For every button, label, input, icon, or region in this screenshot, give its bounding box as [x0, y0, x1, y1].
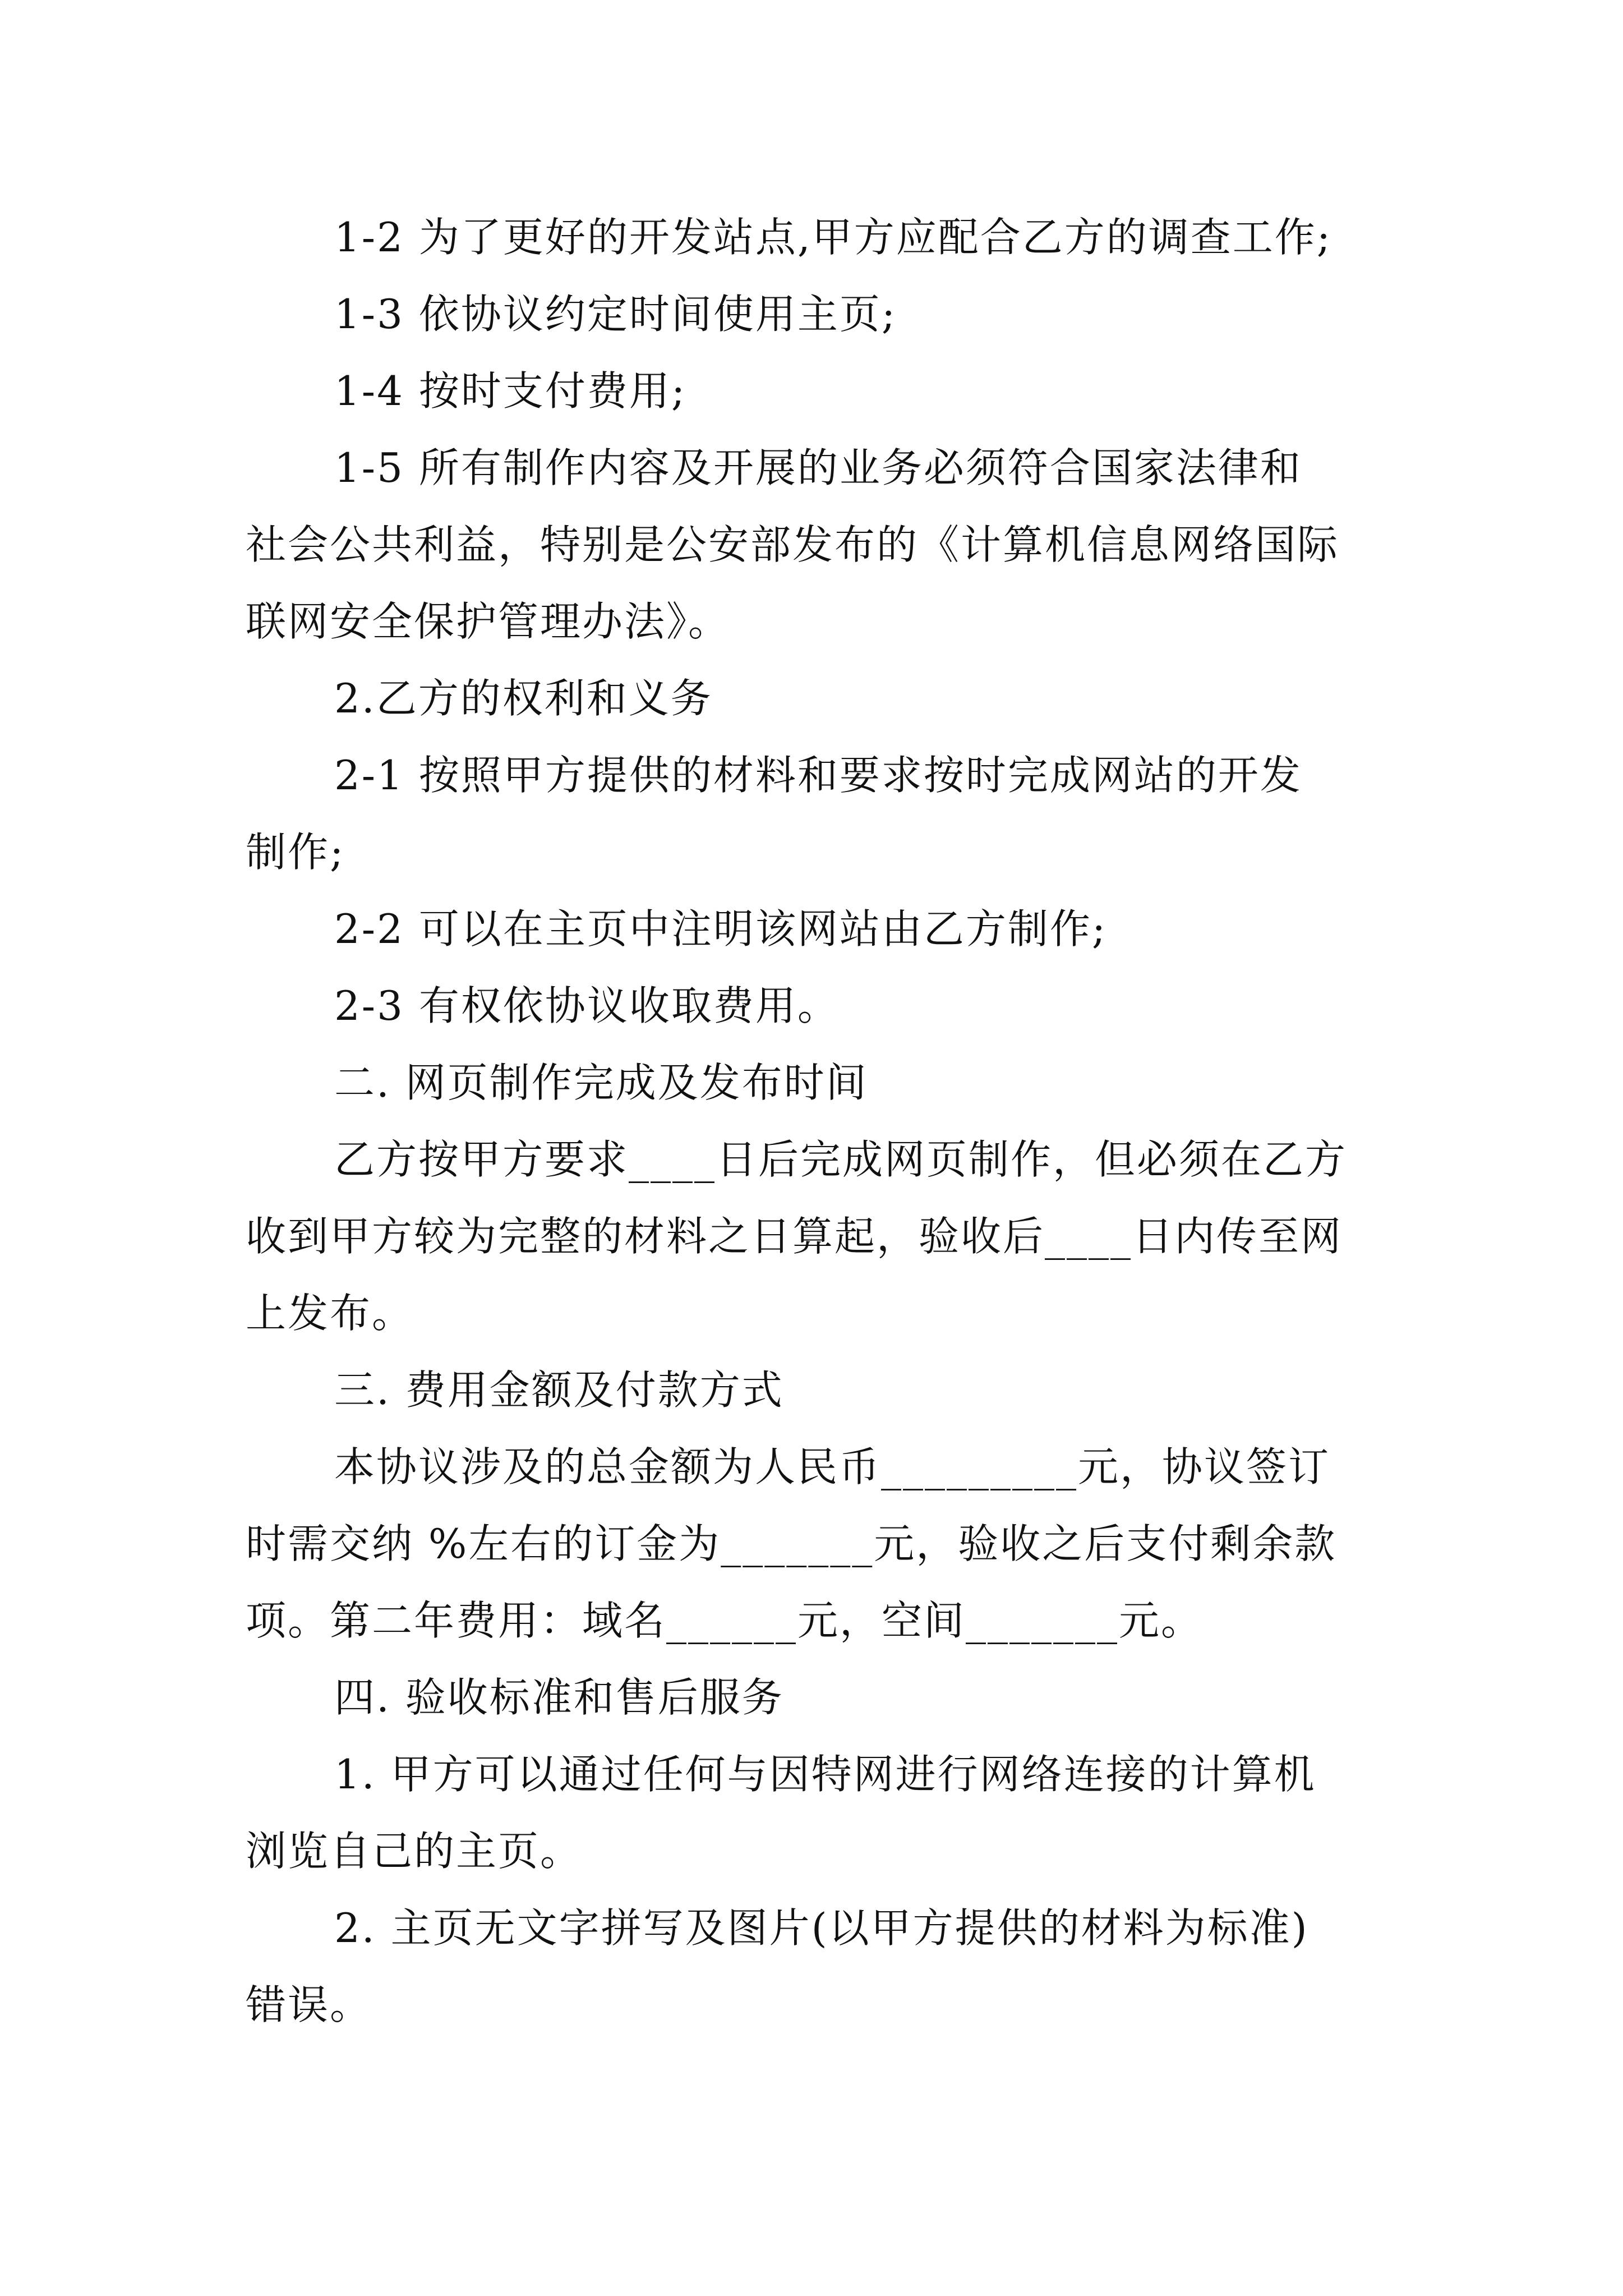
text-line: 1-5 所有制作内容及开展的业务必须符合国家法律和 [334, 444, 1302, 491]
text-line: 2. 主页无文字拼写及图片(以甲方提供的材料为标准) [334, 1904, 1309, 1952]
clause-1-5 [246, 430, 1384, 660]
paragraph-completion-time [246, 1121, 1384, 1352]
text-line: 1. 甲方可以通过任何与因特网进行网络连接的计算机 [334, 1751, 1316, 1798]
clause-2-1 [246, 737, 1384, 891]
text-line: 社会公共利益，特别是公安部发布的《计算机信息网络国际 [246, 521, 1340, 568]
text-line: 时需交纳 %左右的订金为_______元，验收之后支付剩余款 [246, 1520, 1337, 1567]
text-line: 三. 费用金额及付款方式 [334, 1366, 784, 1414]
clause-1-3 [334, 276, 1473, 353]
text-line: 制作; [246, 829, 345, 876]
text-line: 收到甲方较为完整的材料之日算起，验收后____日内传至网 [246, 1213, 1343, 1260]
item-acceptance-1 [246, 1736, 1384, 1890]
text-line: 四. 验收标准和售后服务 [334, 1674, 784, 1721]
text-line: 上发布。 [246, 1290, 414, 1337]
clause-2-2 [334, 891, 1473, 968]
section-heading-three [334, 1352, 1473, 1429]
section-heading-party-b [334, 660, 1473, 737]
text-line: 1-4 按时支付费用; [334, 367, 687, 415]
clause-2-3 [334, 968, 1473, 1045]
text-line: 项。第二年费用：域名______元，空间_______元。 [246, 1597, 1204, 1644]
item-acceptance-2 [246, 1890, 1384, 2044]
text-line: 乙方按甲方要求____日后完成网页制作，但必须在乙方 [334, 1136, 1348, 1183]
text-line: 1-2 为了更好的开发站点,甲方应配合乙方的调查工作; [334, 214, 1332, 261]
text-line: 二. 网页制作完成及发布时间 [334, 1059, 868, 1106]
text-line: 2.乙方的权利和义务 [334, 675, 713, 722]
text-line: 2-3 有权依协议收取费用。 [334, 982, 840, 1029]
clause-1-2 [334, 199, 1473, 276]
section-heading-four [334, 1659, 1473, 1736]
section-heading-two [334, 1045, 1473, 1121]
clause-1-4 [334, 353, 1473, 430]
text-line: 2-1 按照甲方提供的材料和要求按时完成网站的开发 [334, 752, 1302, 799]
text-line: 1-3 依协议约定时间使用主页; [334, 291, 897, 338]
text-line: 联网安全保护管理办法》。 [246, 598, 731, 645]
text-line: 2-2 可以在主页中注明该网站由乙方制作; [334, 905, 1108, 953]
paragraph-fees [246, 1429, 1384, 1659]
text-line: 本协议涉及的总金额为人民币_________元，协议签订 [334, 1443, 1331, 1490]
text-line: 浏览自己的主页。 [246, 1828, 583, 1875]
text-line: 错误。 [246, 1981, 372, 2028]
